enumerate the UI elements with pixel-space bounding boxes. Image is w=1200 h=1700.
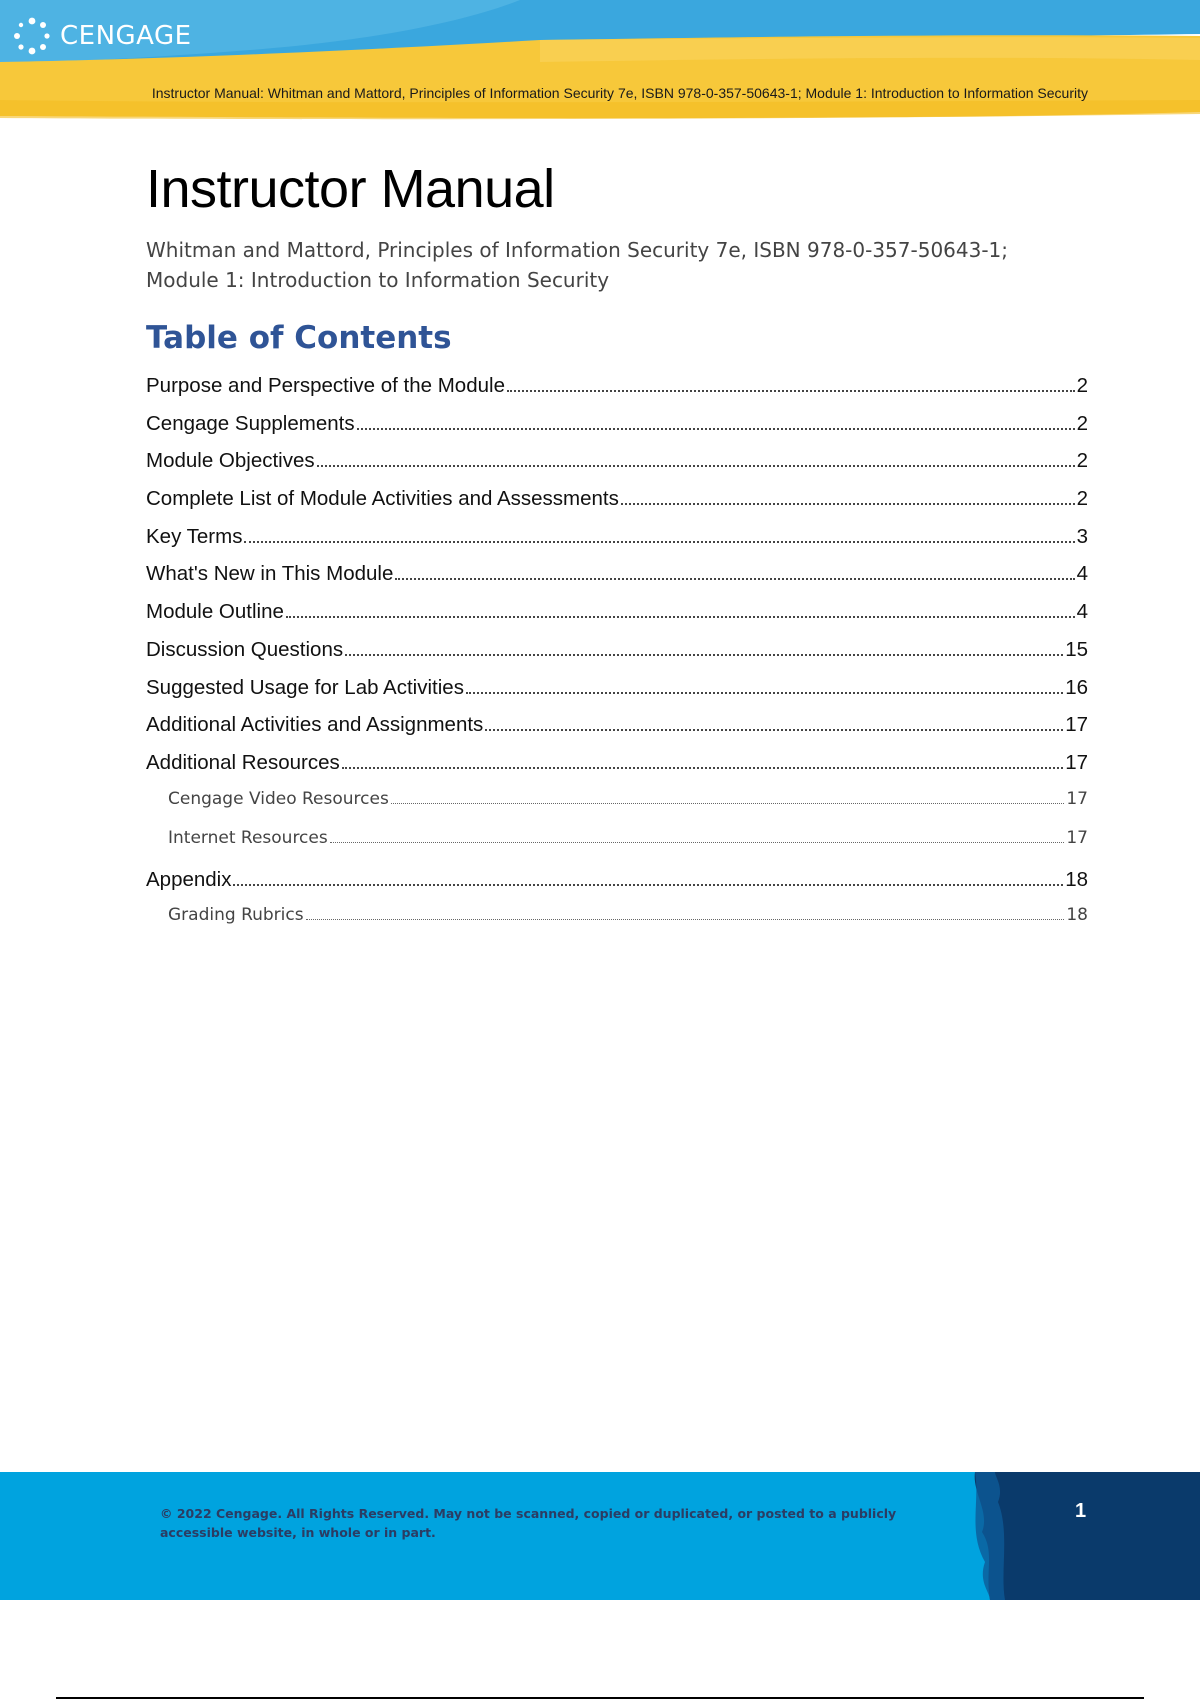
toc-entry-additional-activities[interactable]	[146, 713, 1088, 751]
toc-leader-dots	[342, 767, 1063, 769]
toc-entry-page: 17	[1066, 828, 1088, 849]
toc-entry-additional-resources[interactable]	[146, 751, 1088, 789]
toc-entry-label: Additional Activities and Assignments	[146, 713, 484, 737]
toc-entry-label: Cengage Video Resources	[168, 788, 389, 809]
toc-entry-label: Internet Resources	[168, 828, 328, 849]
toc-entry-label: Discussion Questions	[146, 637, 344, 661]
toc-entry-page: 2	[1076, 449, 1088, 473]
running-head: Instructor Manual: Whitman and Mattord, Principles of Information Security 7e, ISBN 978-0-357-50643-1; Module 1: Introduction to Information Security	[151, 85, 1088, 101]
bottom-rule	[56, 1697, 1144, 1699]
toc-entry-label: Complete List of Module Activities and Assessments	[146, 487, 619, 511]
table-of-contents	[146, 374, 1088, 945]
toc-entry-internet-resources[interactable]	[146, 828, 1088, 868]
toc-entry-activities-list[interactable]	[146, 487, 1088, 525]
toc-entry-page: 18	[1065, 867, 1088, 891]
toc-leader-dots	[244, 541, 1074, 543]
toc-entry-label: Appendix	[146, 867, 232, 891]
toc-entry-page: 2	[1076, 487, 1088, 511]
page-title: Instructor Manual	[146, 159, 555, 219]
toc-leader-dots	[330, 842, 1065, 843]
header-banner	[0, 0, 1200, 122]
toc-entry-label: Module Objectives	[146, 449, 315, 473]
toc-leader-dots	[391, 803, 1065, 804]
toc-entry-supplements[interactable]	[146, 412, 1088, 450]
toc-entry-page: 15	[1065, 637, 1088, 661]
toc-leader-dots	[233, 884, 1063, 886]
logo-text: CENGAGE	[60, 21, 192, 51]
toc-entry-page: 16	[1065, 675, 1088, 699]
cengage-starburst-icon	[12, 16, 52, 56]
toc-entry-appendix[interactable]	[146, 868, 1088, 906]
toc-entry-label: Key Terms	[146, 524, 243, 548]
toc-entry-label: What's New in This Module	[146, 562, 394, 586]
toc-entry-whats-new[interactable]	[146, 562, 1088, 600]
toc-leader-dots	[621, 503, 1075, 505]
toc-entry-label: Additional Resources	[146, 750, 340, 774]
toc-entry-lab-usage[interactable]	[146, 676, 1088, 714]
toc-entry-objectives[interactable]	[146, 449, 1088, 487]
toc-entry-label: Grading Rubrics	[168, 905, 304, 926]
toc-entry-page: 4	[1076, 600, 1088, 624]
toc-entry-page: 4	[1076, 562, 1088, 586]
toc-leader-dots	[345, 654, 1063, 656]
toc-leader-dots	[507, 390, 1075, 392]
toc-entry-page: 17	[1065, 713, 1088, 737]
footer-band	[0, 1472, 1200, 1600]
copyright-notice: © 2022 Cengage. All Rights Reserved. May not be scanned, copied or duplicated, or posted to a publicly accessible website, in whole or in part.	[160, 1506, 897, 1540]
page-number: 1	[1075, 1500, 1087, 1522]
toc-leader-dots	[357, 428, 1075, 430]
document-subtitle: Whitman and Mattord, Principles of Information Security 7e, ISBN 978-0-357-50643-1; Module 1: Introduction to Information Security	[146, 238, 1009, 292]
toc-entry-outline[interactable]	[146, 600, 1088, 638]
toc-entry-page: 17	[1066, 788, 1088, 809]
toc-leader-dots	[286, 616, 1075, 618]
toc-heading: Table of Contents	[146, 320, 452, 356]
toc-entry-label: Module Outline	[146, 600, 284, 624]
toc-entry-page: 2	[1076, 374, 1088, 397]
toc-leader-dots	[317, 465, 1075, 467]
toc-entry-label: Purpose and Perspective of the Module	[146, 374, 505, 397]
toc-leader-dots	[485, 729, 1063, 731]
cengage-logo	[12, 16, 192, 56]
toc-entry-purpose[interactable]	[146, 374, 1088, 412]
toc-entry-discussion[interactable]	[146, 638, 1088, 676]
toc-entry-label: Suggested Usage for Lab Activities	[146, 675, 464, 699]
toc-entry-video-resources[interactable]	[146, 789, 1088, 829]
toc-entry-label: Cengage Supplements	[146, 411, 355, 435]
toc-leader-dots	[306, 919, 1065, 920]
toc-entry-page: 3	[1076, 524, 1088, 548]
toc-entry-grading-rubrics[interactable]	[146, 905, 1088, 945]
toc-leader-dots	[395, 578, 1074, 580]
toc-entry-page: 18	[1066, 905, 1088, 926]
toc-leader-dots	[466, 692, 1063, 694]
toc-entry-key-terms[interactable]	[146, 525, 1088, 563]
toc-entry-page: 2	[1076, 411, 1088, 435]
toc-entry-page: 17	[1065, 750, 1088, 774]
